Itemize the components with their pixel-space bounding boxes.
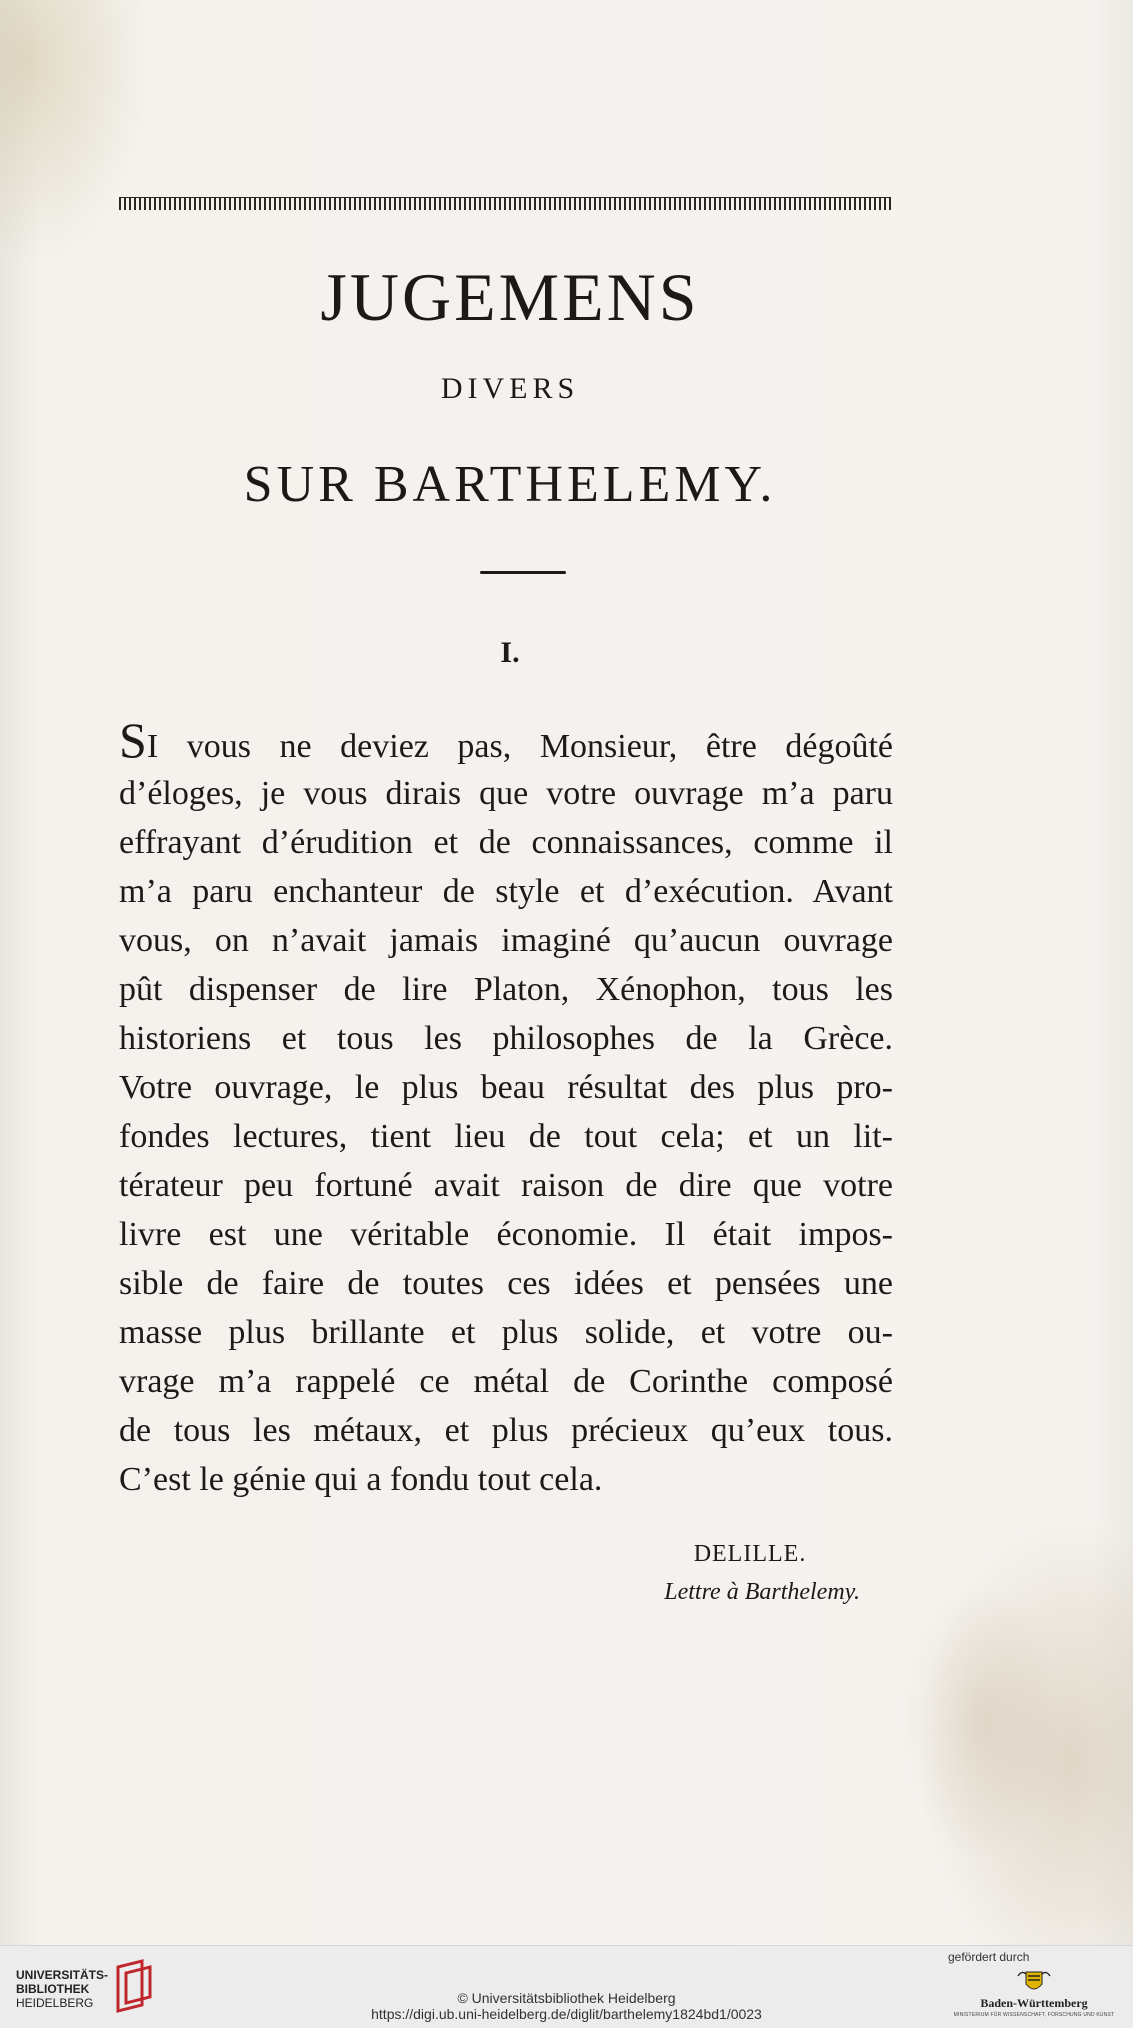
text-line: effrayant d’érudition et de connaissances, comme il: [119, 824, 893, 861]
title-main: JUGEMENS: [320, 259, 700, 335]
text-line: SI vous ne deviez pas, Monsieur, être dégoûté: [119, 712, 893, 768]
title-sub: DIVERS: [440, 372, 580, 405]
coat-of-arms-icon[interactable]: [1014, 1966, 1054, 1996]
drop-cap: S: [119, 712, 147, 768]
library-logo-text[interactable]: UNIVERSITÄTS- BIBLIOTHEK HEIDELBERG: [16, 1968, 109, 2010]
text-line: fondes lectures, tient lieu de tout cela; et un lit-: [119, 1118, 893, 1155]
signature-source: Lettre à Barthelemy.: [664, 1579, 860, 1605]
text-line: livre est une véritable économie. Il était impos-: [119, 1216, 893, 1253]
text-line: historiens et tous les philosophes de la Grèce.: [119, 1020, 893, 1057]
text-line: C’est le génie qui a fondu tout cela.: [119, 1461, 603, 1498]
permalink-url[interactable]: https://digi.ub.uni-heidelberg.de/diglit/barthelemy1824bd1/0023: [371, 2006, 762, 2022]
funder-subtitle: MINISTERIUM FÜR WISSENSCHAFT, FORSCHUNG UND KUNST: [953, 2012, 1115, 2018]
text-line: vous, on n’avait jamais imaginé qu’aucun ouvrage: [119, 922, 893, 959]
funder-name: Baden-Württemberg: [980, 1996, 1088, 2010]
text-line: d’éloges, je vous dirais que votre ouvrage m’a paru: [119, 775, 893, 812]
text-line: de tous les métaux, et plus précieux qu’eux tous.: [119, 1412, 893, 1449]
text-line: m’a paru enchanteur de style et d’exécution. Avant: [119, 873, 893, 910]
text-line: pût dispenser de lire Platon, Xénophon, tous les: [119, 971, 893, 1008]
text-line: sible de faire de toutes ces idées et pensées une: [119, 1265, 893, 1302]
funded-by-label: gefördert durch: [948, 1950, 1030, 1964]
divider-rule: [480, 571, 566, 574]
text-line: térateur peu fortuné avait raison de dire que votre: [119, 1167, 893, 1204]
section-number: I.: [500, 636, 520, 669]
copyright-text: © Universitätsbibliothek Heidelberg: [457, 1990, 676, 2006]
text-line: masse plus brillante et plus solide, et votre ou-: [119, 1314, 893, 1351]
signature-name: DELILLE.: [693, 1541, 807, 1567]
body-paragraph: [119, 712, 893, 1504]
ornamental-rule: [119, 197, 891, 210]
title-subject: SUR BARTHELEMY.: [243, 456, 777, 513]
text-line: vrage m’a rappelé ce métal de Corinthe composé: [119, 1363, 893, 1400]
text-line: Votre ouvrage, le plus beau résultat des plus pro-: [119, 1069, 893, 1106]
